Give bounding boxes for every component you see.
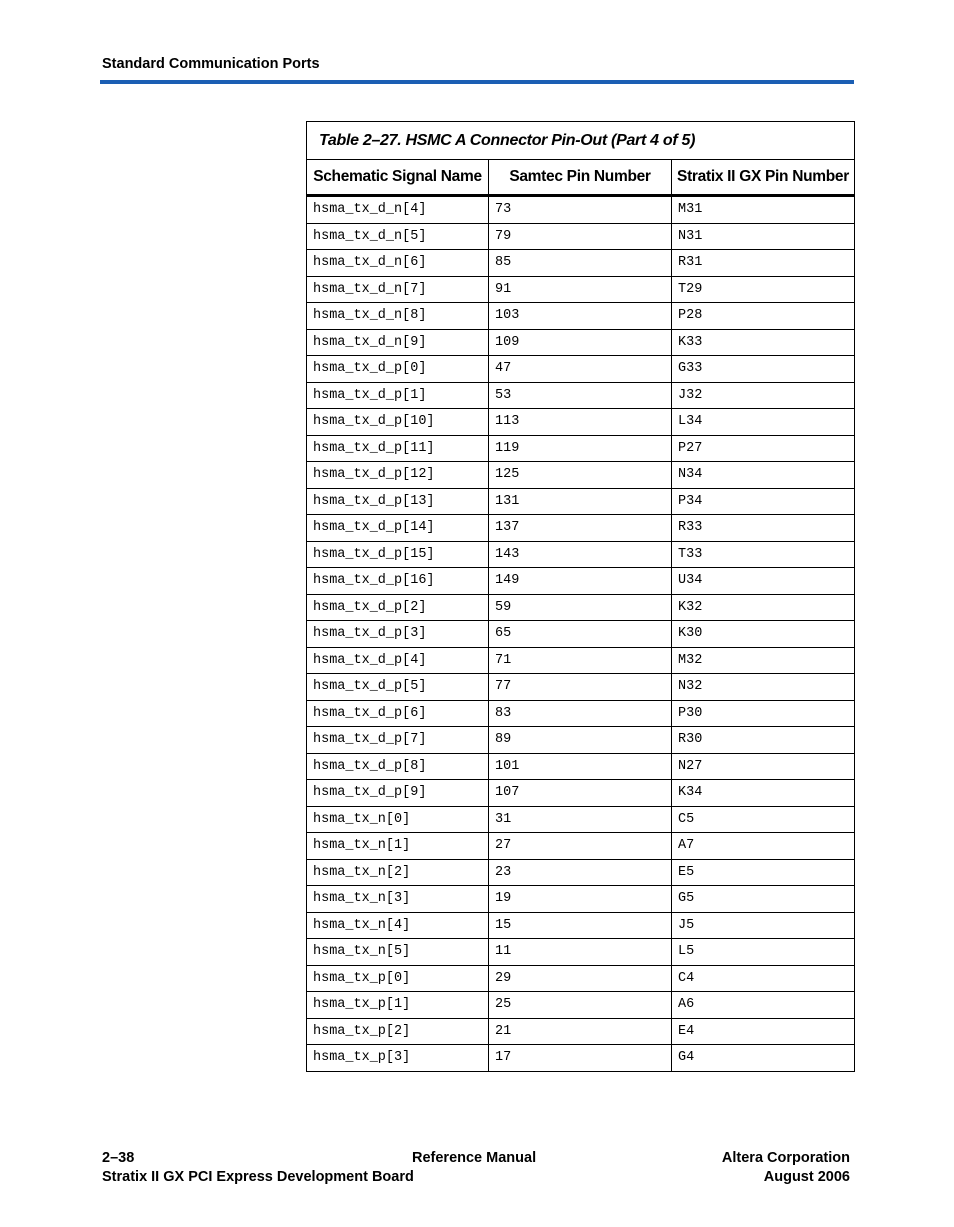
cell-samtec-pin: 25 [489, 992, 672, 1019]
cell-stratix-pin: P27 [672, 435, 855, 462]
cell-signal-name: hsma_tx_d_p[15] [307, 541, 489, 568]
column-header-signal-name: Schematic Signal Name [307, 160, 489, 196]
cell-samtec-pin: 125 [489, 462, 672, 489]
cell-stratix-pin: K30 [672, 621, 855, 648]
cell-samtec-pin: 85 [489, 250, 672, 277]
cell-stratix-pin: E5 [672, 859, 855, 886]
cell-stratix-pin: M32 [672, 647, 855, 674]
cell-stratix-pin: A7 [672, 833, 855, 860]
cell-samtec-pin: 83 [489, 700, 672, 727]
cell-stratix-pin: M31 [672, 196, 855, 224]
cell-stratix-pin: R30 [672, 727, 855, 754]
cell-signal-name: hsma_tx_d_n[7] [307, 276, 489, 303]
cell-samtec-pin: 91 [489, 276, 672, 303]
table-caption: Table 2–27. HSMC A Connector Pin-Out (Part 4 of 5) [307, 122, 855, 160]
footer-company: Altera Corporation [721, 1150, 850, 1166]
cell-signal-name: hsma_tx_d_n[4] [307, 196, 489, 224]
cell-samtec-pin: 131 [489, 488, 672, 515]
cell-signal-name: hsma_tx_d_p[14] [307, 515, 489, 542]
cell-samtec-pin: 65 [489, 621, 672, 648]
cell-samtec-pin: 143 [489, 541, 672, 568]
page-section-title: Standard Communication Ports [102, 56, 320, 72]
cell-signal-name: hsma_tx_d_n[9] [307, 329, 489, 356]
table-row [307, 303, 855, 330]
cell-signal-name: hsma_tx_p[2] [307, 1018, 489, 1045]
table-row [307, 621, 855, 648]
cell-stratix-pin: T29 [672, 276, 855, 303]
column-header-samtec-pin: Samtec Pin Number [489, 160, 672, 196]
cell-stratix-pin: C5 [672, 806, 855, 833]
cell-signal-name: hsma_tx_d_n[5] [307, 223, 489, 250]
cell-stratix-pin: J5 [672, 912, 855, 939]
table-row [307, 409, 855, 436]
cell-signal-name: hsma_tx_p[1] [307, 992, 489, 1019]
cell-samtec-pin: 79 [489, 223, 672, 250]
cell-signal-name: hsma_tx_p[0] [307, 965, 489, 992]
cell-signal-name: hsma_tx_p[3] [307, 1045, 489, 1072]
cell-samtec-pin: 113 [489, 409, 672, 436]
cell-signal-name: hsma_tx_d_p[4] [307, 647, 489, 674]
cell-signal-name: hsma_tx_d_p[16] [307, 568, 489, 595]
cell-stratix-pin: N27 [672, 753, 855, 780]
table-row [307, 674, 855, 701]
cell-stratix-pin: A6 [672, 992, 855, 1019]
cell-stratix-pin: K34 [672, 780, 855, 807]
table-row [307, 515, 855, 542]
table-row [307, 329, 855, 356]
table-row [307, 939, 855, 966]
cell-signal-name: hsma_tx_d_p[2] [307, 594, 489, 621]
cell-stratix-pin: L5 [672, 939, 855, 966]
cell-signal-name: hsma_tx_d_p[10] [307, 409, 489, 436]
pinout-table [306, 121, 855, 1072]
table-row [307, 276, 855, 303]
cell-stratix-pin: N32 [672, 674, 855, 701]
cell-stratix-pin: N31 [672, 223, 855, 250]
table-row [307, 1045, 855, 1072]
cell-samtec-pin: 11 [489, 939, 672, 966]
footer-date: August 2006 [763, 1169, 850, 1185]
header-rule [100, 80, 854, 84]
table-row [307, 965, 855, 992]
table-row [307, 250, 855, 277]
cell-stratix-pin: K33 [672, 329, 855, 356]
cell-signal-name: hsma_tx_d_p[8] [307, 753, 489, 780]
cell-signal-name: hsma_tx_n[1] [307, 833, 489, 860]
cell-signal-name: hsma_tx_n[5] [307, 939, 489, 966]
cell-signal-name: hsma_tx_n[0] [307, 806, 489, 833]
cell-samtec-pin: 101 [489, 753, 672, 780]
cell-stratix-pin: T33 [672, 541, 855, 568]
table-body [307, 196, 855, 1072]
table-row [307, 833, 855, 860]
cell-stratix-pin: P34 [672, 488, 855, 515]
cell-samtec-pin: 71 [489, 647, 672, 674]
table-row [307, 594, 855, 621]
table-row [307, 1018, 855, 1045]
table-row [307, 382, 855, 409]
cell-signal-name: hsma_tx_d_n[8] [307, 303, 489, 330]
cell-signal-name: hsma_tx_d_p[11] [307, 435, 489, 462]
table-row [307, 462, 855, 489]
cell-samtec-pin: 89 [489, 727, 672, 754]
cell-samtec-pin: 77 [489, 674, 672, 701]
cell-stratix-pin: C4 [672, 965, 855, 992]
cell-samtec-pin: 53 [489, 382, 672, 409]
cell-stratix-pin: E4 [672, 1018, 855, 1045]
table-row [307, 435, 855, 462]
cell-samtec-pin: 59 [489, 594, 672, 621]
column-header-stratix-pin: Stratix II GX Pin Number [672, 160, 855, 196]
cell-samtec-pin: 17 [489, 1045, 672, 1072]
cell-samtec-pin: 107 [489, 780, 672, 807]
cell-samtec-pin: 47 [489, 356, 672, 383]
cell-samtec-pin: 21 [489, 1018, 672, 1045]
cell-signal-name: hsma_tx_d_p[5] [307, 674, 489, 701]
cell-signal-name: hsma_tx_d_p[3] [307, 621, 489, 648]
cell-samtec-pin: 137 [489, 515, 672, 542]
cell-signal-name: hsma_tx_n[4] [307, 912, 489, 939]
table-row [307, 806, 855, 833]
table-row [307, 196, 855, 224]
cell-stratix-pin: R31 [672, 250, 855, 277]
cell-signal-name: hsma_tx_d_p[9] [307, 780, 489, 807]
table-row [307, 912, 855, 939]
cell-stratix-pin: G33 [672, 356, 855, 383]
cell-signal-name: hsma_tx_n[3] [307, 886, 489, 913]
table-row [307, 753, 855, 780]
cell-stratix-pin: R33 [672, 515, 855, 542]
table-row [307, 647, 855, 674]
cell-samtec-pin: 19 [489, 886, 672, 913]
cell-samtec-pin: 29 [489, 965, 672, 992]
cell-signal-name: hsma_tx_d_p[0] [307, 356, 489, 383]
cell-samtec-pin: 31 [489, 806, 672, 833]
cell-samtec-pin: 23 [489, 859, 672, 886]
cell-signal-name: hsma_tx_d_p[6] [307, 700, 489, 727]
table-row [307, 488, 855, 515]
table-row [307, 886, 855, 913]
cell-stratix-pin: P30 [672, 700, 855, 727]
cell-samtec-pin: 103 [489, 303, 672, 330]
cell-samtec-pin: 109 [489, 329, 672, 356]
cell-stratix-pin: J32 [672, 382, 855, 409]
cell-stratix-pin: L34 [672, 409, 855, 436]
table-row [307, 727, 855, 754]
cell-stratix-pin: N34 [672, 462, 855, 489]
table-row [307, 568, 855, 595]
cell-stratix-pin: K32 [672, 594, 855, 621]
cell-stratix-pin: U34 [672, 568, 855, 595]
cell-stratix-pin: P28 [672, 303, 855, 330]
cell-signal-name: hsma_tx_d_n[6] [307, 250, 489, 277]
cell-signal-name: hsma_tx_d_p[12] [307, 462, 489, 489]
table-row [307, 356, 855, 383]
table-row [307, 992, 855, 1019]
cell-signal-name: hsma_tx_d_p[1] [307, 382, 489, 409]
footer-product: Stratix II GX PCI Express Development Board [102, 1169, 414, 1185]
footer-page-number: 2–38 [102, 1150, 135, 1166]
table-row [307, 541, 855, 568]
table-row [307, 859, 855, 886]
table-row [307, 780, 855, 807]
table-row [307, 223, 855, 250]
table-row [307, 700, 855, 727]
cell-samtec-pin: 15 [489, 912, 672, 939]
footer-manual-type: Reference Manual [412, 1150, 537, 1166]
pinout-table-container [306, 121, 854, 1072]
cell-stratix-pin: G4 [672, 1045, 855, 1072]
cell-signal-name: hsma_tx_n[2] [307, 859, 489, 886]
cell-samtec-pin: 149 [489, 568, 672, 595]
cell-stratix-pin: G5 [672, 886, 855, 913]
cell-signal-name: hsma_tx_d_p[13] [307, 488, 489, 515]
cell-samtec-pin: 119 [489, 435, 672, 462]
cell-samtec-pin: 27 [489, 833, 672, 860]
cell-signal-name: hsma_tx_d_p[7] [307, 727, 489, 754]
cell-samtec-pin: 73 [489, 196, 672, 224]
